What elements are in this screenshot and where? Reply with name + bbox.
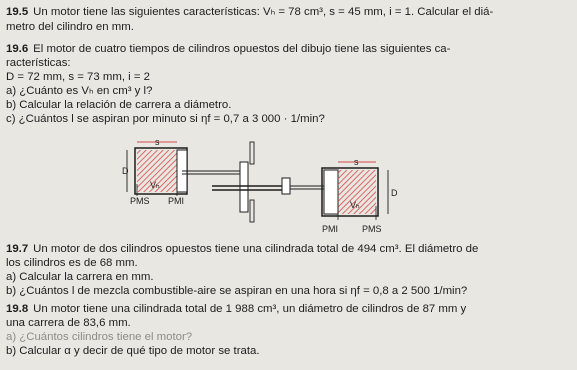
problem-line: racterísticas: [6,57,71,69]
opposed-cylinder-figure [122,134,452,238]
left-pmi-label: PMI [168,196,185,206]
problem-number: 19.5 [6,6,29,18]
left-cylinder [127,142,240,196]
problem-line: a) ¿Cuántos cilindros tiene el motor? [6,331,193,343]
problem-line: b) Calcular la relación de carrera a diámetro. [6,99,232,111]
left-pms-label: PMS [130,196,150,206]
problem-number: 19.6 [6,43,29,55]
crankshaft [212,142,332,222]
problem-line: b) Calcular α y decir de qué tipo de motor se trata. [6,345,260,357]
right-cylinder [322,162,388,220]
problem-line: D = 72 mm, s = 73 mm, i = 2 [6,71,151,83]
right-vh-label: Vₕ [350,200,360,210]
problem-line: a) Calcular la carrera en mm. [6,271,154,283]
right-pmi-label: PMI [322,224,339,234]
problem-number: 19.8 [6,303,29,315]
right-bore-label: D [391,188,398,198]
problem-number: 19.7 [6,243,29,255]
left-vh-label: Vₕ [150,180,160,190]
problem-line: 19.7 Un motor de dos cilindros opuestos tiene una cilindrada total de 494 cm³. El diámetro de [6,243,479,255]
problem-line: a) ¿Cuánto es Vₕ en cm³ y l? [6,85,153,97]
problem-line: una carrera de 83,6 mm. [6,317,131,329]
right-stroke-label: s [354,157,359,167]
problem-line: c) ¿Cuántos l se aspiran por minuto si ηf = 0,7 a 3 000 · 1/min? [6,113,325,125]
right-pms-label: PMS [362,224,382,234]
problem-line: los cilindros es de 68 mm. [6,257,138,269]
left-bore-label: D [122,166,129,176]
problem-line: 19.8 Un motor tiene una cilindrada total de 1 988 cm³, un diámetro de cilindros de 87 mm y [6,303,467,315]
problem-line: b) ¿Cuántos l de mezcla combustible-aire se aspiran en una hora si ηf = 0,8 a 2 500 1/min? [6,285,468,297]
left-stroke-label: s [155,137,160,147]
problem-line: metro del cilindro en mm. [6,21,134,33]
problem-line: 19.5 Un motor tiene las siguientes características: Vₕ = 78 cm³, s = 45 mm, i = 1. Calcular el diá- [6,6,494,18]
problem-line: 19.6 El motor de cuatro tiempos de cilindros opuestos del dibujo tiene las siguientes ca- [6,43,451,55]
